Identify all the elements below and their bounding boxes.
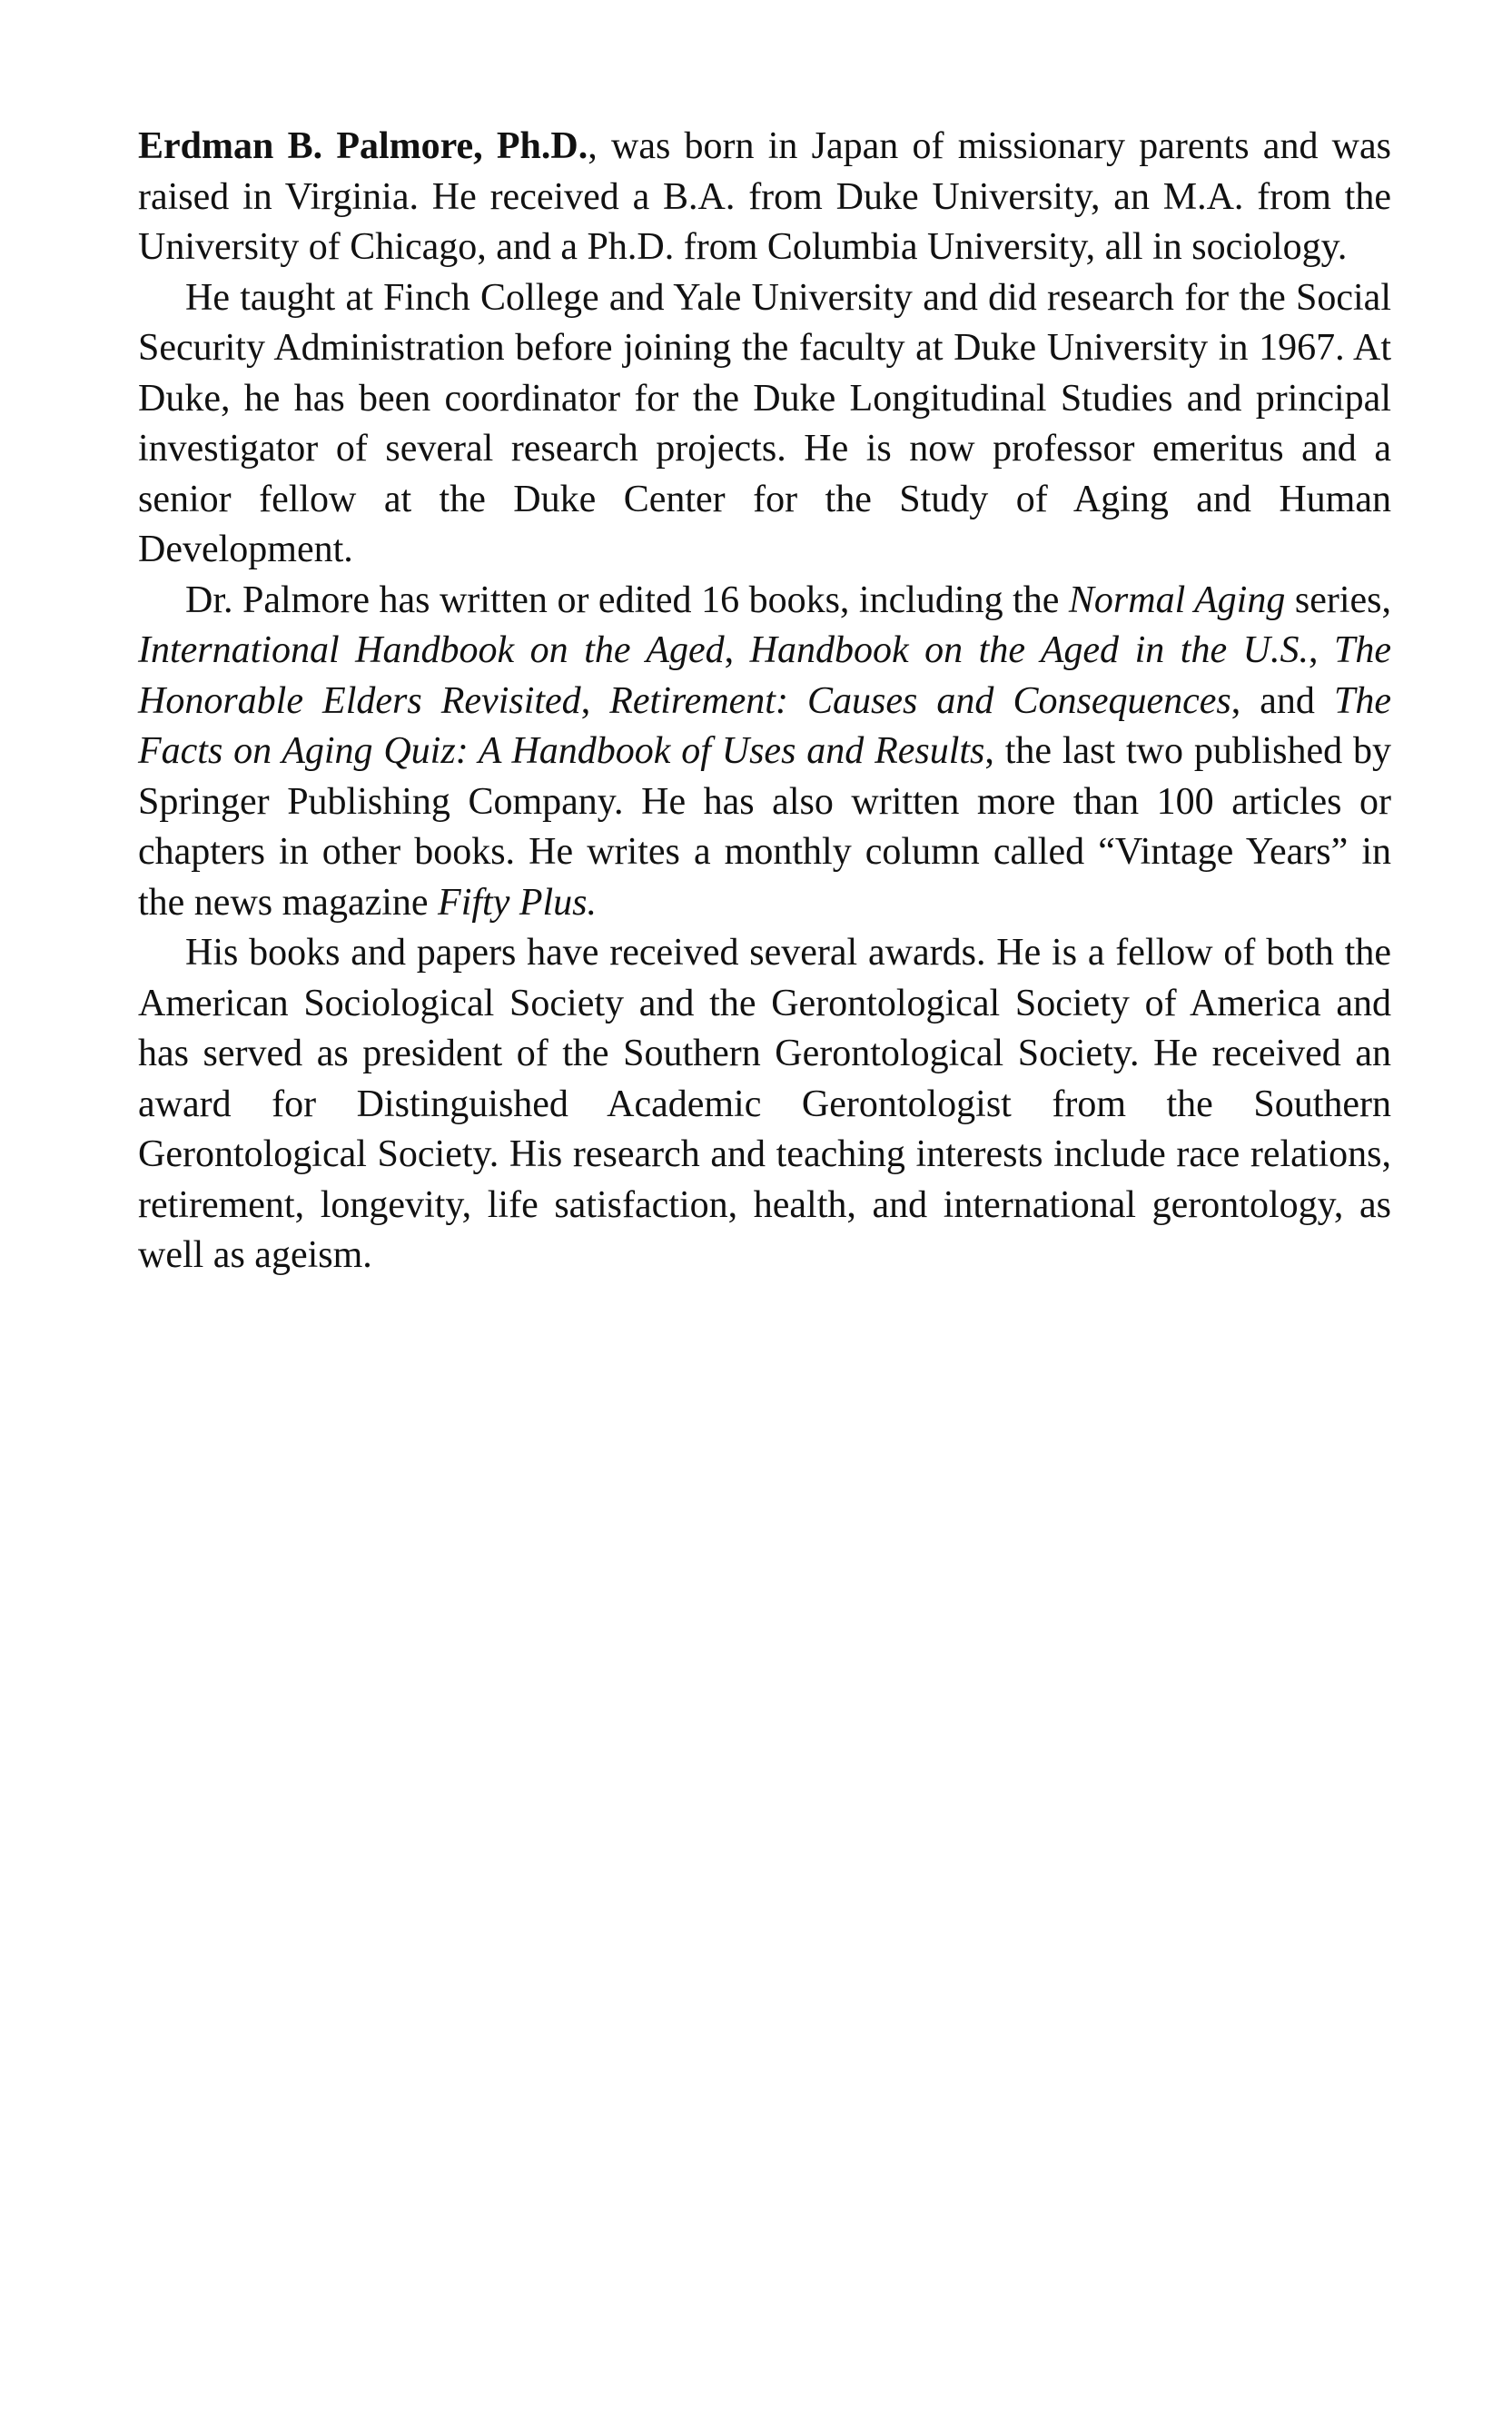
bio-paragraph-3 — [138, 576, 1391, 929]
book-title-facts-on-aging-quiz: The Facts on Aging Quiz: A Handbook of Uses and Results — [138, 679, 1391, 772]
book-title-honorable-elders: The Honorable Elders Revisited — [138, 629, 1391, 722]
book-title-retirement: Retirement: Causes and Consequences — [609, 679, 1231, 722]
bio-paragraph-1 — [138, 122, 1391, 273]
book-title-handbook-aged-us: Handbook on the Aged in the U.S. — [749, 629, 1309, 671]
author-bio — [138, 122, 1391, 1281]
bio-paragraph-2: He taught at Finch College and Yale University and did research for the Social Security Administration before joining the faculty at Duke University in 1967. At Duke, he has been coordinator for the Duke Longitudinal Studies and principal investigator of several research projects. He is now professor emeritus and a senior fellow at the Duke Center for the Study of Aging and Human Development. — [138, 276, 1391, 570]
magazine-title-fifty-plus: Fifty Plus. — [438, 881, 598, 924]
text-segment: series, — [1285, 579, 1391, 621]
book-title-international-handbook: International Handbook on the Aged — [138, 629, 725, 671]
bio-paragraph-1-text: , was born in Japan of missionary parents and was raised in Virginia. He received a B.A. from Duke University, an M.A. from the University of Chicago, and a Ph.D. from Columbia University, all in sociology. — [138, 125, 1391, 268]
author-name: Erdman B. Palmore, Ph.D. — [138, 125, 588, 167]
book-title-normal-aging: Normal Aging — [1068, 579, 1286, 621]
text-segment: , and — [1230, 679, 1334, 722]
text-segment: , the last two published by Springer Publishing Company. He has also written more than 100 articles or chapters in other books. He writes a monthly column called “Vintage Years” in the news magazine — [138, 730, 1391, 924]
text-segment: , — [1308, 629, 1334, 671]
text-segment: Dr. Palmore has written or edited 16 books, including the — [185, 579, 1069, 621]
text-segment: , — [724, 629, 750, 671]
bio-paragraph-4: His books and papers have received several awards. He is a fellow of both the American Sociological Society and the Gerontological Society of America and has served as president of the Southern Gerontological Society. He received an award for Distinguished Academic Gerontologist from the Southern Gerontological Society. His research and teaching interests include race relations, retirement, longevity, life satisfaction, health, and international gerontology, as well as ageism. — [138, 932, 1391, 1276]
text-segment: , — [580, 679, 610, 722]
